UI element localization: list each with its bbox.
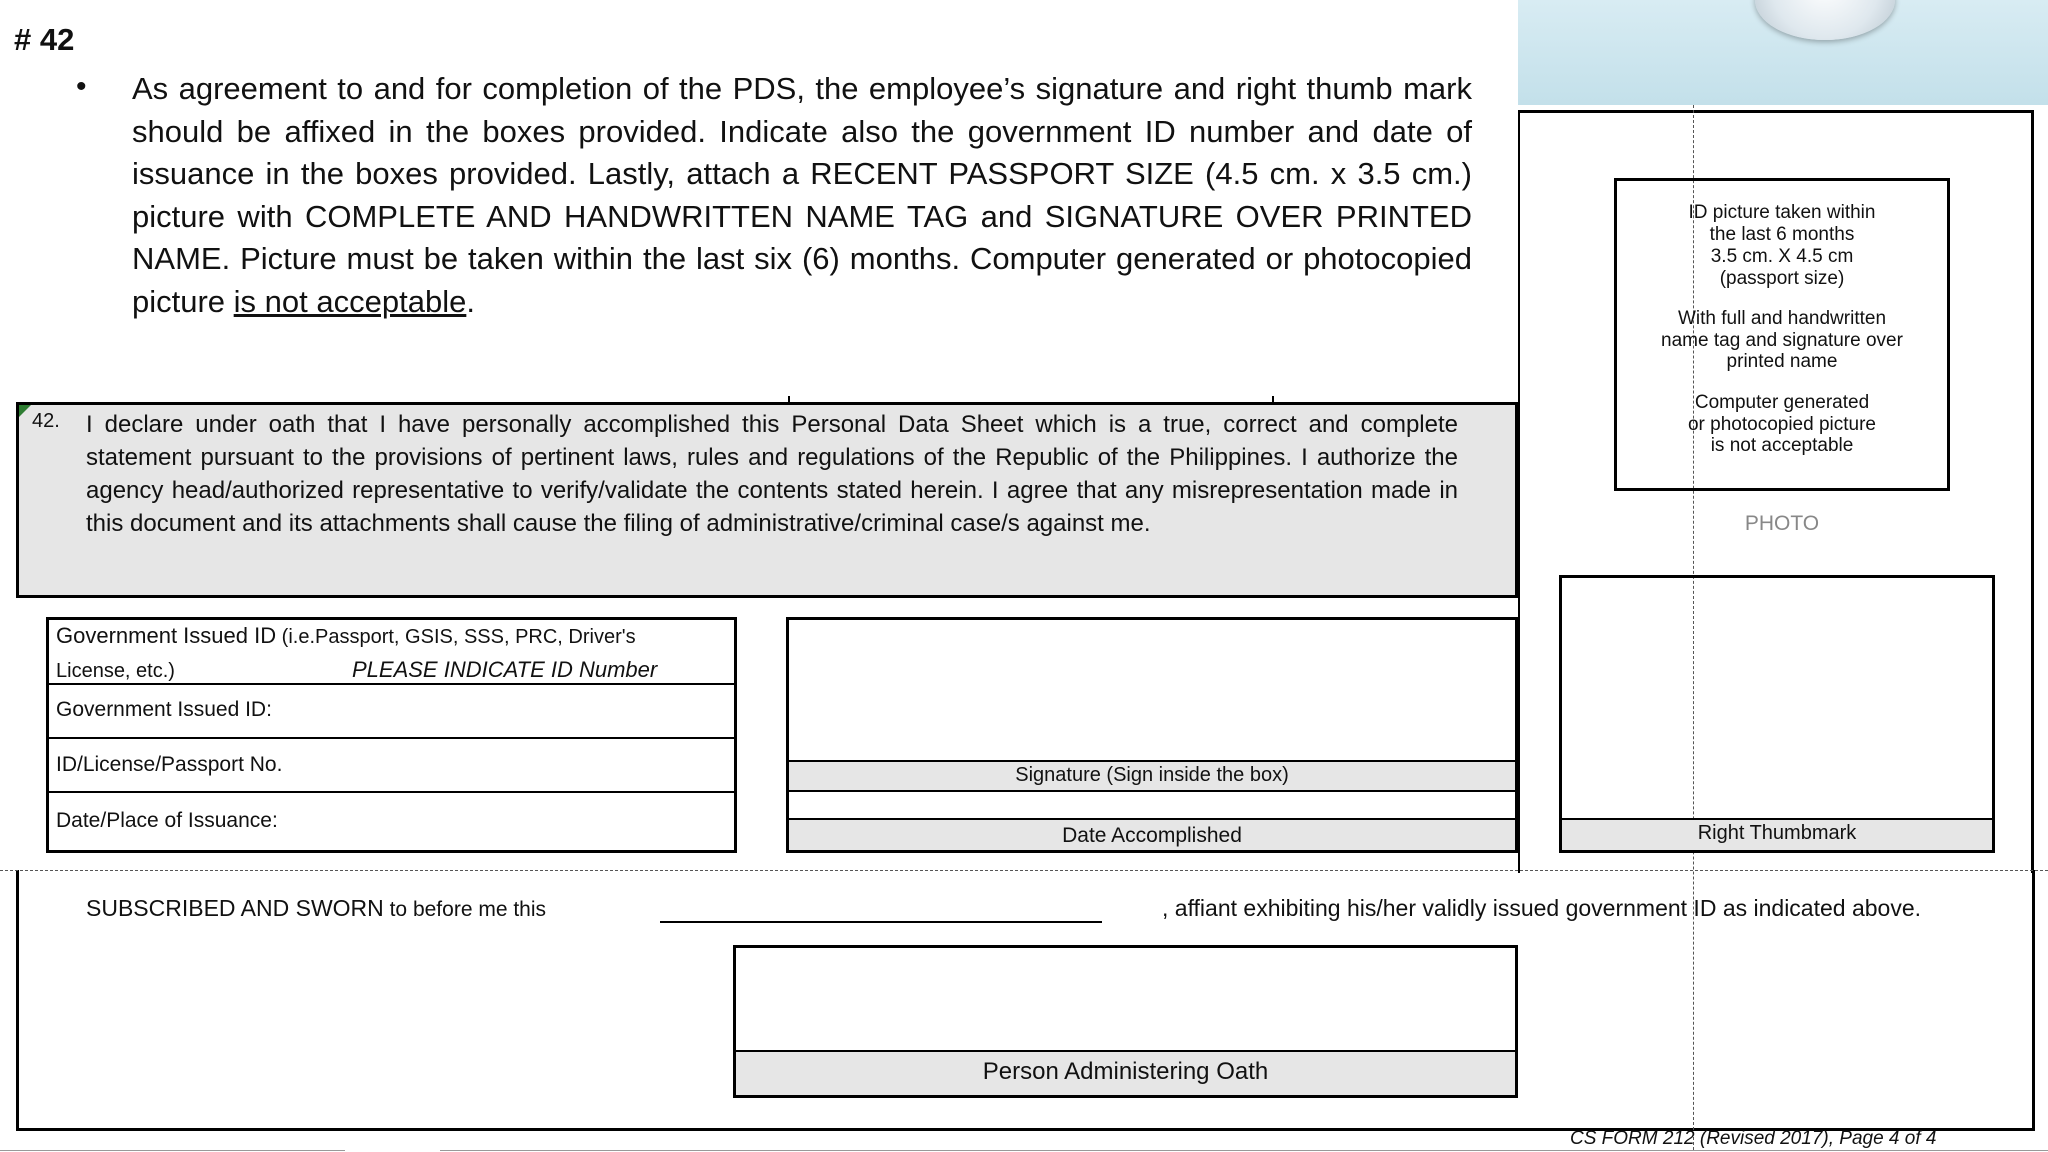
- id-header-line2: License, etc.): [56, 660, 175, 682]
- photo-instruction-line: (passport size): [1719, 268, 1845, 289]
- id-header-main: Government Issued ID: [56, 623, 277, 648]
- table-row-divider: [49, 791, 734, 793]
- thumbmark-box[interactable]: [1559, 575, 1995, 853]
- date-accomplished-field[interactable]: [789, 792, 1515, 818]
- photo-instruction-line: name tag and signature over: [1661, 330, 1903, 351]
- instruction-text: As agreement to and for completion of the PDS, the employee’s signature and right thumb mark should be affixed in the boxes provided. Indicate also the government ID number and date of issuance in the boxes provided. Lastly, attach a RECENT PASSPORT SIZE (4.5 cm. x 3.5 cm.) picture with COMPLETE AND HANDWRITTEN NAME TAG and SIGNATURE OVER PRINTED NAME. Picture must be taken within the last six (6) months. Computer generated or photocopied picture: [132, 71, 1472, 319]
- sworn-statement: [86, 895, 546, 922]
- date-place-issuance-field[interactable]: Date/Place of Issuance:: [56, 809, 278, 832]
- footer-rule: [440, 1150, 2048, 1151]
- footer-rule: [0, 1150, 345, 1151]
- photo-instruction-line: Computer generated: [1694, 392, 1870, 413]
- instruction-underlined-text: is not acceptable: [233, 283, 467, 319]
- photo-label: PHOTO: [1744, 512, 1820, 535]
- photo-instruction-line: 3.5 cm. X 4.5 cm: [1710, 246, 1854, 267]
- form-footer: CS FORM 212 (Revised 2017), Page 4 of 4: [1570, 1128, 1937, 1149]
- photo-instruction-line: printed name: [1726, 351, 1838, 372]
- date-accomplished-label: Date Accomplished: [1062, 824, 1242, 847]
- government-id-field[interactable]: Government Issued ID:: [56, 698, 272, 721]
- id-table-header: [56, 623, 636, 649]
- sworn-prefix: SUBSCRIBED AND SWORN: [86, 895, 384, 921]
- cell-comment-marker-icon: [19, 405, 31, 417]
- bullet-icon: •: [76, 70, 87, 103]
- table-row-divider: [49, 683, 734, 685]
- photo-instruction-line: is not acceptable: [1710, 435, 1854, 456]
- photo-instruction-line: ID picture taken within: [1688, 202, 1876, 223]
- sworn-date-blank[interactable]: [660, 921, 1102, 923]
- sworn-prefix-small: to before me this: [383, 898, 547, 921]
- signature-label: Signature (Sign inside the box): [1015, 764, 1289, 786]
- thumbmark-label: Right Thumbmark: [1697, 822, 1857, 844]
- item-number: 42.: [32, 410, 60, 432]
- photo-instruction-line: or photocopied picture: [1687, 414, 1876, 435]
- oath-text: I declare under oath that I have personally accomplished this Personal Data Sheet which is a true, correct and complete statement pursuant to the provisions of pertinent laws, rules and regulations of the Republic of the Philippines. I authorize the agency head/authorized representative to verify/validate the contents stated herein. I agree that any misrepresentation made in this document and its attachments shall cause the filing of administrative/criminal case/s against me.: [86, 411, 1458, 537]
- id-number-field[interactable]: ID/License/Passport No.: [56, 753, 283, 776]
- oath-admin-label: Person Administering Oath: [982, 1058, 1269, 1085]
- id-header-examples: (i.e.Passport, GSIS, SSS, PRC, Driver's: [276, 626, 636, 648]
- instruction-paragraph: [132, 68, 1472, 323]
- divider-tick: [788, 396, 790, 404]
- photo-instruction-line: the last 6 months: [1709, 224, 1855, 245]
- photo-instruction-line: With full and handwritten: [1677, 308, 1887, 329]
- divider-tick: [1272, 396, 1274, 404]
- instruction-end: .: [466, 283, 475, 319]
- cut-line-horizontal: [0, 870, 2048, 871]
- slide-heading: # 42: [14, 22, 75, 57]
- table-row-divider: [49, 737, 734, 739]
- id-header-note: PLEASE INDICATE ID Number: [352, 657, 658, 682]
- sworn-statement-suffix: , affiant exhibiting his/her validly issued government ID as indicated above.: [1162, 895, 1922, 921]
